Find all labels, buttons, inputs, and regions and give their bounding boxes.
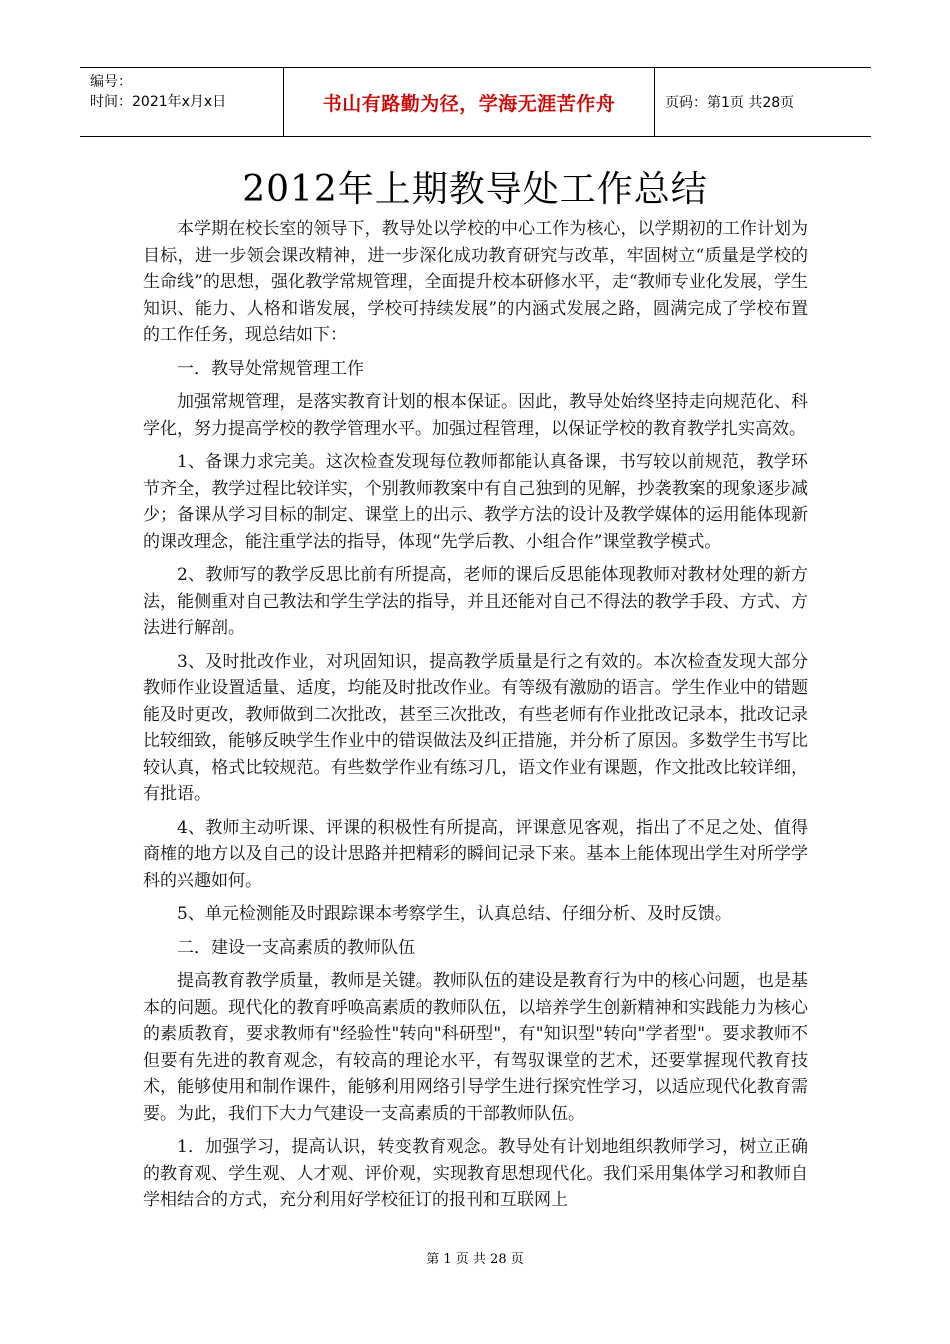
paragraph: 3、及时批改作业，对巩固知识，提高教学质量是行之有效的。本次检查发现大部分教师作业设置适量、适度，均能及时批改作业。有等级有激励的语言。学生作业中的错题能及时更改，教师做到二次批改，甚至三次批改，有些老师有作业批改记录本，批改记录比较细致，能够反映学生作业中的错误做法及纠正措施，并分析了原因。多数学生书写比较认真，格式比较规范。有些数学作业有练习几，语文作业有课题，作文批改比较详细，有批语。 — [143, 651, 808, 804]
page-footer: 第 1 页 共 28 页 — [426, 1252, 524, 1267]
paragraph: 提高教育教学质量，教师是关键。教师队伍的建设是教育行为中的核心问题，也是基本的问题。现代化的教育呼唤高素质的教师队伍，以培养学生创新精神和实践能力为核心的素质教育，要求教师有"经验性"转向"科研型"，有"知识型"转向"学者型"。要求教师不但要有先进的教育观念，有较高的理论水平，有驾驭课堂的艺术，还要掌握现代教育技术，能够使用和制作课件，能够利用网络引导学生进行探究性学习，以适应现代化教育需要。为此，我们下大力气建设一支高素质的干部教师队伍。 — [143, 971, 808, 1124]
paragraph: 2、教师写的教学反思比前有所提高，老师的课后反思能体现教师对教材处理的新方法，能侧重对自己教法和学生学法的指导，并且还能对自己不得法的教学手段、方式、方法进行解剖。 — [143, 565, 808, 638]
document-time-label: 时间：2021年x月x日 — [90, 94, 227, 110]
header-meta-cell — [80, 68, 284, 136]
paragraph-intro: 本学期在校长室的领导下，教导处以学校的中心工作为核心，以学期初的工作计划为目标，进一步领会课改精神，进一步深化成功教育研究与改革，牢固树立“质量是学校的生命线”的思想，强化教学常规管理，全面提升校本研修水平，走“教师专业化发展，学生知识、能力、人格和谐发展，学校可持续发展”的内涵式发展之路，圆满完成了学校布置的工作任务，现总结如下： — [143, 219, 808, 345]
document-number-label: 编号： — [90, 74, 132, 90]
section-heading-1: 一．教导处常规管理工作 — [177, 358, 364, 379]
header-table — [80, 67, 871, 137]
header-motto: 书山有路勤为径，学海无涯苦作舟 — [284, 68, 655, 136]
document-body — [143, 216, 808, 1221]
section-heading-2: 二．建设一支高素质的教师队伍 — [177, 937, 415, 958]
paragraph: 1、备课力求完美。这次检查发现每位教师都能认真备课，书写较以前规范，教学环节齐全，教学过程比较详实，个别教师教案中有自己独到的见解，抄袭教案的现象逐步减少；备课从学习目标的制定、课堂上的出示、教学方法的设计及教学媒体的运用能体现新的课改理念，能注重学法的指导，体现“先学后教、小组合作”课堂教学模式。 — [143, 452, 808, 552]
paragraph: 1．加强学习，提高认识，转变教育观念。教导处有计划地组织教师学习，树立正确的教育观、学生观、人才观、评价观，实现教育思想现代化。我们采用集体学习和教师自学相结合的方式，充分利用好学校征订的报刊和互联网上 — [143, 1137, 808, 1210]
paragraph: 5、单元检测能及时跟踪课本考察学生，认真总结、仔细分析、及时反馈。 — [177, 904, 732, 924]
document-title: 2012年上期教导处工作总结 — [242, 169, 708, 210]
paragraph: 加强常规管理，是落实教育计划的根本保证。因此，教导处始终坚持走向规范化、科学化，努力提高学校的教学管理水平。加强过程管理，以保证学校的教育教学扎实高效。 — [143, 392, 808, 439]
header-page-info: 页码：第1页 共28页 — [665, 95, 795, 111]
paragraph: 4、教师主动听课、评课的积极性有所提高，评课意见客观，指出了不足之处、值得商榷的地方以及自己的设计思路并把精彩的瞬间记录下来。基本上能体现出学生对所学学科的兴趣如何。 — [143, 817, 808, 891]
